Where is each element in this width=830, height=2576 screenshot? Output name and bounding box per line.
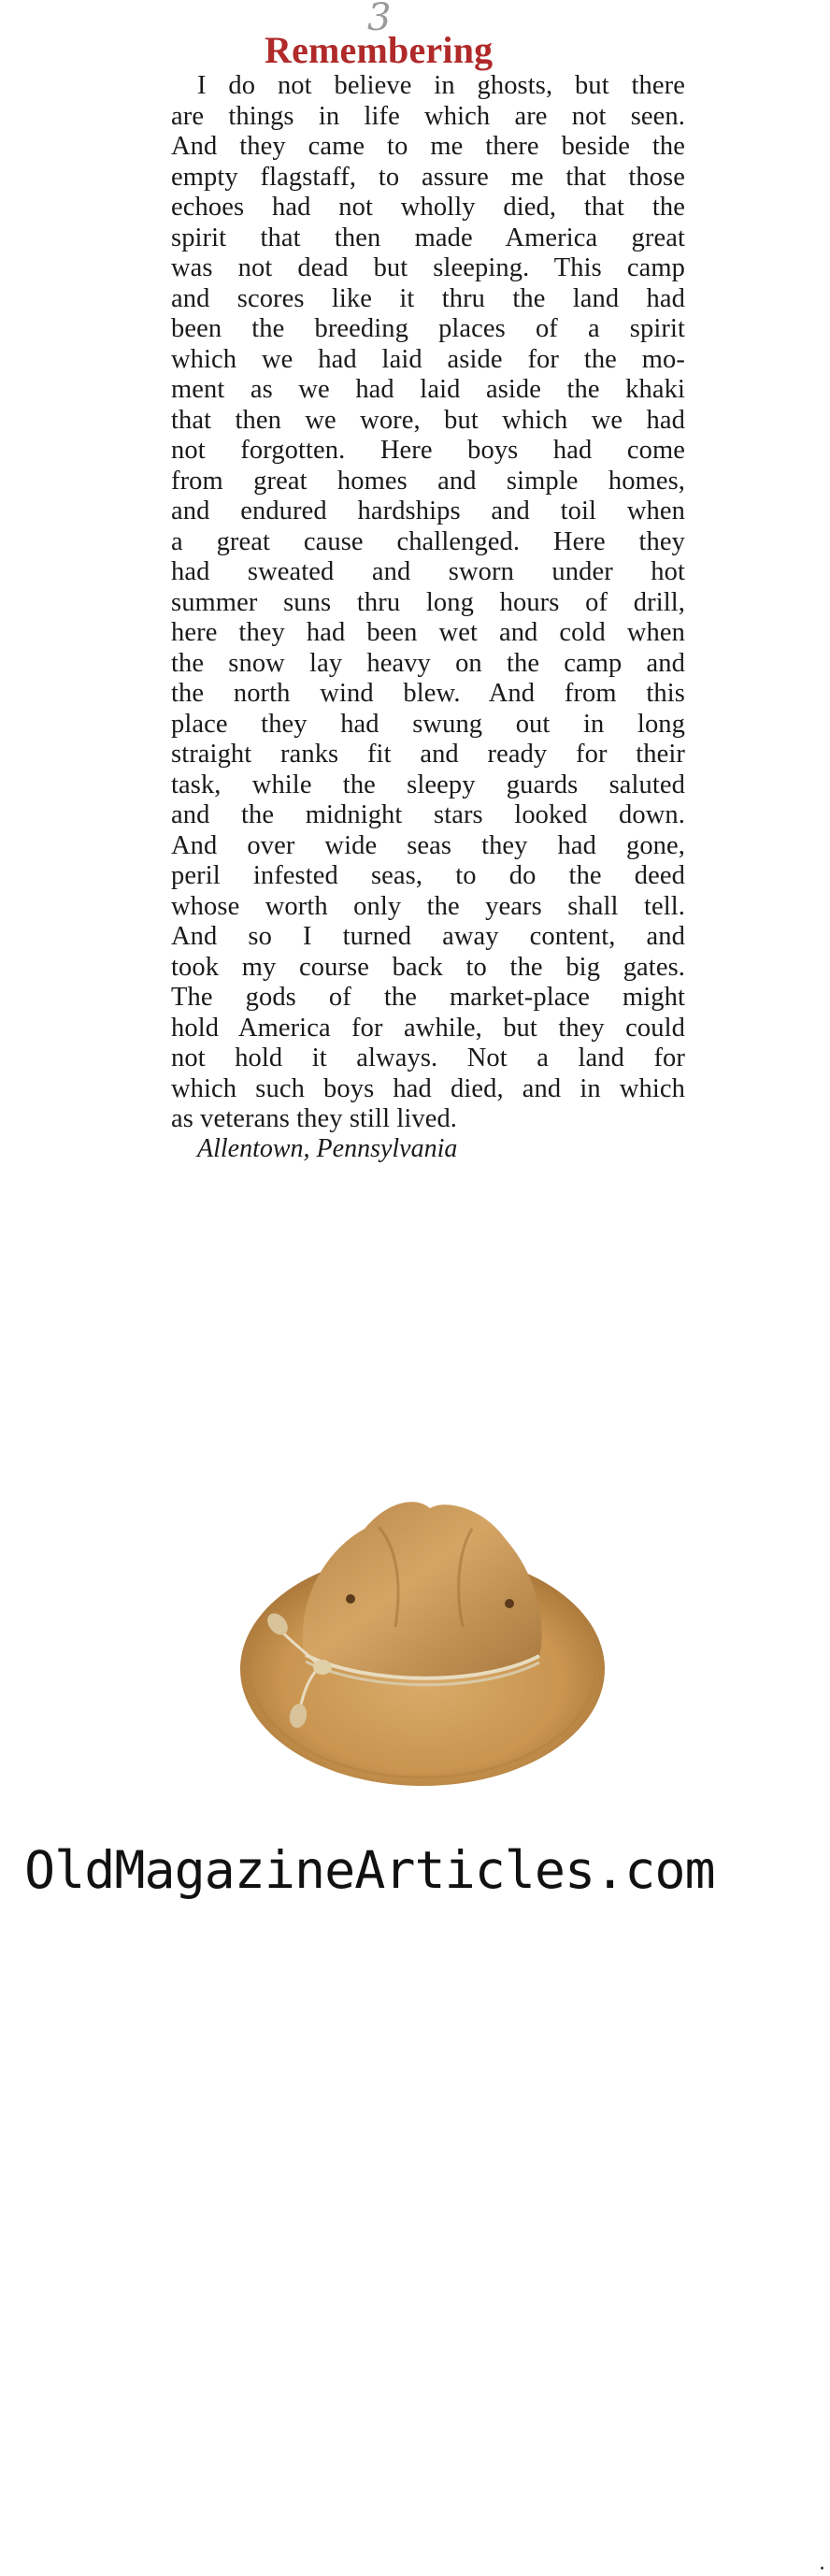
article-line: straight ranks fit and ready for their [171,740,685,769]
page-number: 3 [367,0,392,39]
article-line: peril infested seas, to do the deed [171,861,685,890]
article-line: the north wind blew. And from this [171,679,685,708]
article-line: and the midnight stars looked down. [171,800,685,829]
article-line: which we had laid aside for the mo- [171,344,685,374]
article-line: I do not believe in ghosts, but there [197,71,685,100]
article-line: empty flagstaff, to assure me that those [171,162,685,192]
article-line: not hold it always. Not a land for [171,1043,685,1072]
article-line: whose worth only the years shall tell. [171,891,685,921]
article-byline: Allentown, Pennsylvania [197,1134,458,1163]
article-line: And over wide seas they had gone, [171,830,685,860]
article-line: had sweated and sworn under hot [171,557,685,586]
article-line: was not dead but sleeping. This camp [171,253,685,282]
article-line: echoes had not wholly died, that the [171,193,685,222]
article-line: And so I turned away content, and [171,922,685,951]
article-line: a great cause challenged. Here they [171,526,685,556]
article-line: hold America for awhile, but they could [171,1013,685,1043]
article-line: took my course back to the big gates. [171,952,685,982]
article-line: The gods of the market-place might [171,983,685,1012]
article-line: and scores like it thru the land had [171,283,685,313]
article-line: task, while the sleepy guards saluted [171,770,685,799]
article-line: been the breeding places of a spirit [171,314,685,343]
article-line: here they had been wet and cold when [171,618,685,647]
article-line: that then we wore, but which we had [171,405,685,435]
article-line: from great homes and simple homes, [171,466,685,496]
article-line: and endured hardships and toil when [171,496,685,525]
article-body [171,71,685,1135]
site-brand-watermark: OldMagazineArticles.com [24,1840,715,1900]
article-line: as veterans they still lived. [171,1104,458,1133]
article-line: ment as we had laid aside the khaki [171,375,685,404]
campaign-hat-image [238,1463,608,1791]
article-line: spirit that then made America great [171,223,685,252]
article-line: summer suns thru long hours of drill, [171,587,685,617]
article-line: And they came to me there beside the [171,132,685,161]
article-line: are things in life which are not seen. [171,101,685,131]
article-line: not forgotten. Here boys had come [171,436,685,465]
corner-dot [821,2567,823,2569]
article-title: Remembering [265,29,494,71]
article-line: the snow lay heavy on the camp and [171,648,685,678]
article-line: place they had swung out in long [171,709,685,739]
article-line: which such boys had died, and in which [171,1073,685,1103]
